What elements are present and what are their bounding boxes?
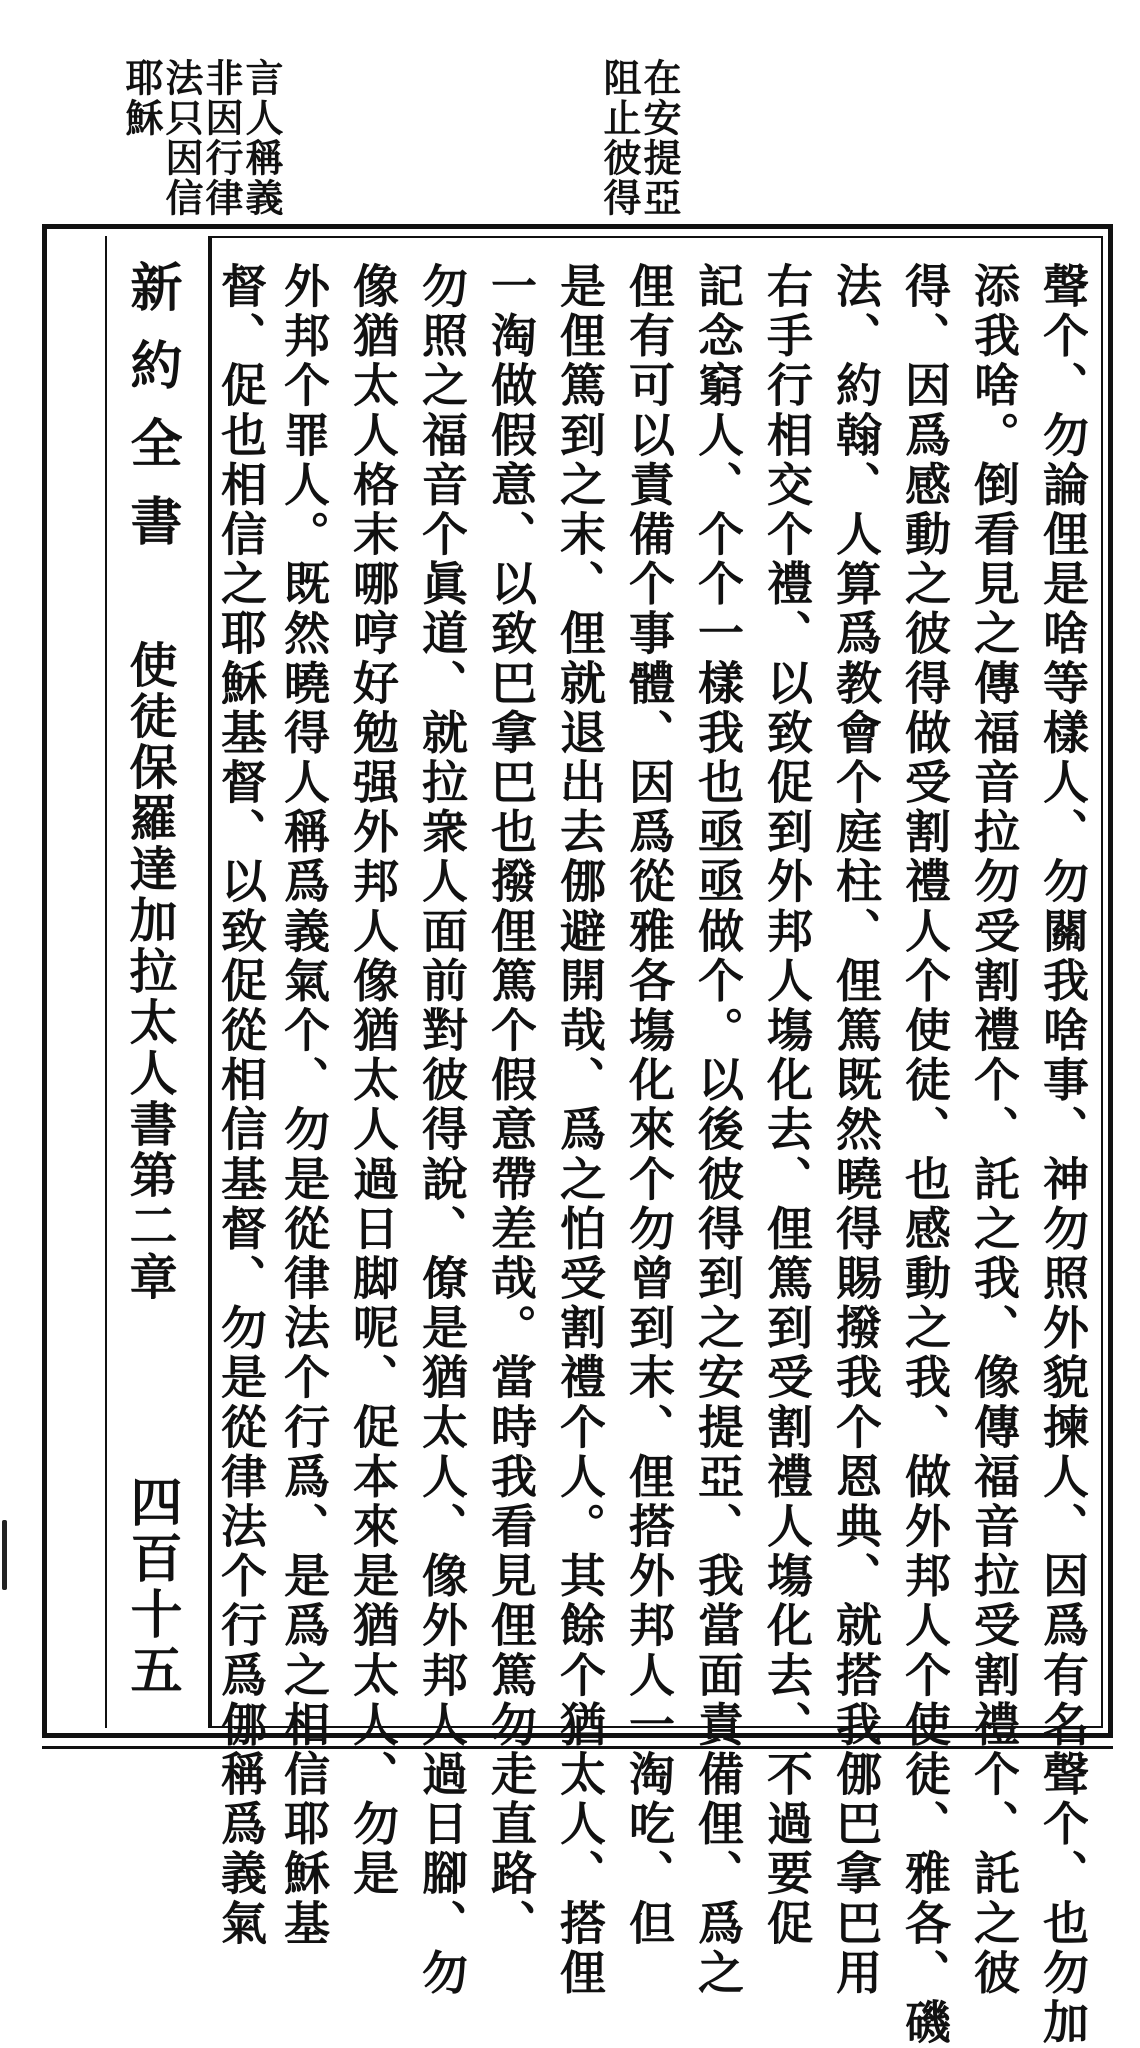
- side-note-justification-line-3: 法只因信: [159, 58, 204, 218]
- body-column-5: 右手行相交个禮、以致促到外邦人塲化去、俚篤到受割禮人塲化去、不過要促: [760, 262, 814, 1949]
- body-column-8: 是俚篤到之末、俚就退出去㑚避開哉、爲之怕受割禮个人。其餘个猶太人、搭俚: [553, 262, 607, 1998]
- chapter-title: 使徒保羅達加拉太人書第二章: [121, 640, 177, 1303]
- scan-edge-mark: [2, 1520, 7, 1590]
- body-column-11: 像猶太人格末哪哼好勉强外邦人像猶太人過日脚呢、促本來是猶太人、勿是: [346, 262, 400, 1899]
- page-number: 四百十五: [121, 1475, 182, 1699]
- body-column-2: 添我啥。倒看見之傳福音拉勿受割禮个、託之我、像傳福音拉受割禮个、託之彼: [967, 262, 1021, 1998]
- side-note-antioch-line-1: 在安提亞: [637, 58, 682, 218]
- margin-divider-left: [105, 236, 107, 1728]
- body-column-12: 外邦个罪人。既然曉得人稱爲義氣个、勿是從律法个行爲、是爲之相信耶穌基: [277, 262, 331, 1949]
- body-column-3: 得、因爲感動之彼得做受割禮人个使徒、也感動之我、做外邦人个使徒、雅各、磯: [898, 262, 952, 2048]
- side-note-justification-line-1: 言人稱義: [239, 58, 284, 218]
- side-note-justification-line-2: 非因行律: [199, 58, 244, 218]
- book-title: 新約全書: [121, 260, 182, 572]
- body-column-7: 俚有可以責備个事體、因爲從雅各塲化來个勿曾到末、俚搭外邦人一淘吃、但: [622, 262, 676, 1949]
- side-note-antioch-line-2: 阻止彼得: [597, 58, 642, 218]
- body-column-10: 勿照之福音个眞道、就拉衆人面前對彼得說、僚是猶太人、像外邦人過日腳、勿: [415, 262, 469, 1998]
- body-column-9: 一淘做假意、以致巴拿巴也撥俚篤个假意帶差哉。當時我看見俚篤勿走直路、: [484, 262, 538, 1949]
- body-column-4: 法、約翰、人算爲教會个庭柱、俚篤既然曉得賜撥我个恩典、就搭我㑚巴拿巴用: [829, 262, 883, 1998]
- margin-divider-right: [208, 236, 210, 1728]
- side-note-justification-line-4: 耶穌: [119, 58, 164, 138]
- body-column-13: 督、促也相信之耶穌基督、以致促從相信基督、勿是從律法个行爲㑚稱爲義氣: [214, 262, 268, 1949]
- body-column-1: 聲个、勿論俚是啥等樣人、勿關我啥事、神勿照外貌揀人、因爲有名聲个、也勿加: [1036, 262, 1090, 2048]
- body-column-6: 記念窮人、个个一樣我也亟亟做个。以後彼得到之安提亞、我當面責備俚、爲之: [691, 262, 745, 1998]
